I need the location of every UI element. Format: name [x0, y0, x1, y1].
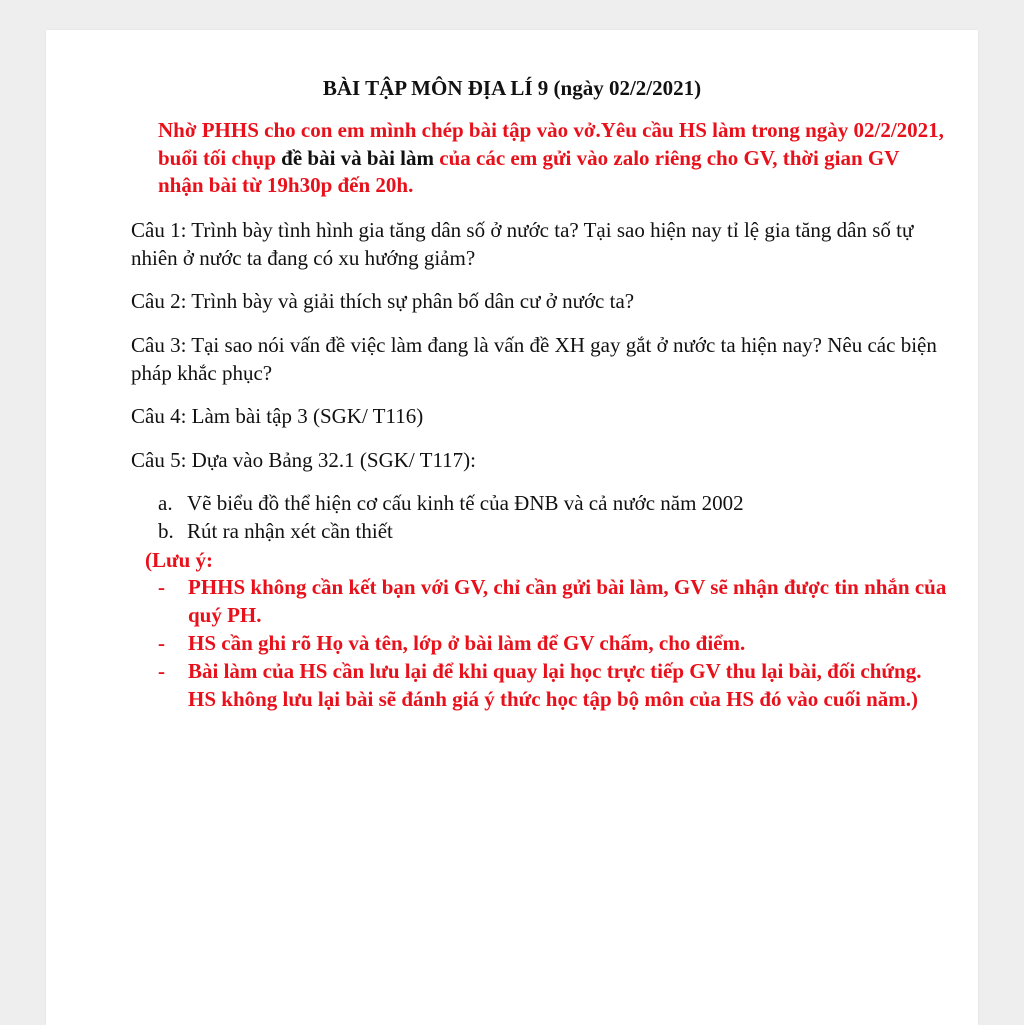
- dash-bullet: -: [158, 659, 165, 683]
- notice-text-part-2: đề bài và bài làm: [281, 145, 434, 170]
- question-1: Câu 1: Trình bày tình hình gia tăng dân số ở nước ta? Tại sao hiện nay tỉ lệ gia tăng dân số tự nhiên ở nước ta đang có xu hướng giảm?: [131, 218, 914, 270]
- note-item: [158, 657, 948, 713]
- notice-text-part-1: Nhờ PHHS cho con em mình chép bài tập vào vở.Yêu cầu HS làm trong ngày 02/2/2021, buổi tối chụp: [158, 118, 944, 170]
- sub-item-b: [158, 517, 393, 545]
- dash-bullet: -: [158, 575, 165, 599]
- sub-item-a: [158, 489, 744, 517]
- document-page: [46, 30, 978, 1025]
- question-5: Câu 5: Dựa vào Bảng 32.1 (SGK/ T117):: [131, 448, 477, 472]
- dash-bullet: -: [158, 631, 165, 655]
- page-title: BÀI TẬP MÔN ĐỊA LÍ 9 (ngày 02/2/2021): [322, 76, 702, 100]
- sub-item-marker: a.: [158, 491, 173, 515]
- note-item-text: HS cần ghi rõ Họ và tên, lớp ở bài làm để GV chấm, cho điểm.: [188, 631, 746, 655]
- sub-item-text: Vẽ biểu đồ thể hiện cơ cấu kinh tế của ĐNB và cả nước năm 2002: [187, 491, 744, 515]
- question-3: Câu 3: Tại sao nói vấn đề việc làm đang là vấn đề XH gay gắt ở nước ta hiện nay? Nêu các biện pháp khắc phục?: [131, 333, 937, 385]
- parent-notice: [158, 117, 948, 200]
- note-item-text: Bài làm của HS cần lưu lại để khi quay lại học trực tiếp GV thu lại bài, đối chứng. HS không lưu lại bài sẽ đánh giá ý thức học tập bộ môn của HS đó vào cuối năm.): [188, 659, 922, 711]
- question-2: Câu 2: Trình bày và giải thích sự phân bố dân cư ở nước ta?: [131, 289, 635, 313]
- sub-item-text: Rút ra nhận xét cần thiết: [187, 519, 393, 543]
- note-item: [158, 573, 948, 629]
- notice-text-part-3: của các em gửi vào zalo riêng cho GV, thời gian GV nhận bài từ 19h30p đến 20h.: [158, 145, 900, 197]
- note-heading: (Lưu ý:: [145, 548, 214, 572]
- sub-item-marker: b.: [158, 519, 174, 543]
- note-item: [158, 629, 948, 657]
- note-item-text: PHHS không cần kết bạn với GV, chỉ cần gửi bài làm, GV sẽ nhận được tin nhắn của quý PH.: [188, 575, 947, 627]
- question-4: Câu 4: Làm bài tập 3 (SGK/ T116): [131, 404, 424, 428]
